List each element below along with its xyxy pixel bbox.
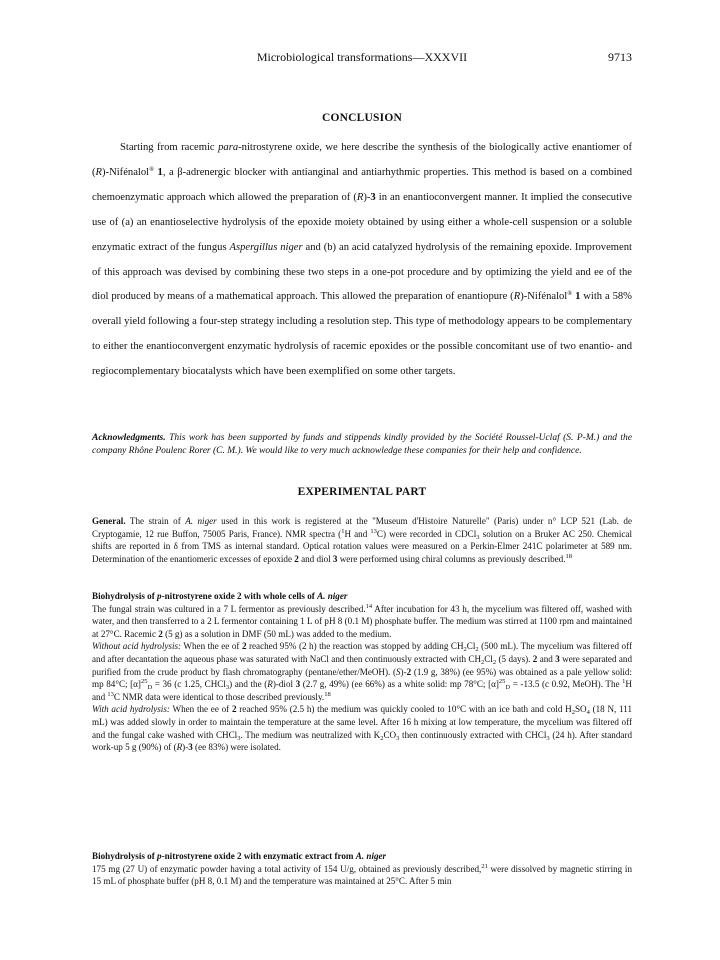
species-name: A. niger [355, 851, 387, 861]
conclusion-text: Starting from racemic [120, 142, 219, 153]
conclusion-text: )- [363, 191, 371, 203]
compound-number: 3 [370, 191, 376, 203]
conclusion-text: in an enantioconvergent manner. It implied the consecutive use of (a) an enantioselective hydrolysis of the epoxide moiety obtained by using either a whole-cell suspension or a soluble enzymatic extract of the fungus [92, 191, 632, 253]
without-acid-text: )- [400, 666, 407, 677]
conclusion-heading: CONCLUSION [322, 112, 402, 124]
whole-cells-text: (5 g) as a solution in DMF (50 mL) was added to the medium. [162, 628, 392, 639]
general-text: C) were recorded in CDCl [376, 528, 477, 539]
compound-number: 3 [295, 679, 301, 690]
without-acid-text: D [505, 684, 511, 692]
conclusion-text: ® [149, 165, 155, 173]
whole-cells-title-text: Biohydrolysis of [92, 591, 158, 601]
conclusion-text: with a 58% overall yield following a four-step strategy including a resolution step. This type of methodology appears to be complementary to either the enantioconvergent enzymatic hydrolysis of racemic epoxides or the possible concomitant use of two enantio- and regiocomplementary biocatalysts which have been exemplified on some other targets. [92, 291, 632, 378]
conclusion-text: para [218, 142, 239, 153]
without-acid-text: = 36 (c 1.25, CHCl [152, 679, 226, 690]
without-acid-text: R [267, 679, 273, 690]
without-acid-text: H and [92, 679, 632, 702]
with-acid-text: reached 95% (2.5 h) the medium was quickly cooled to 10°C with an ice bath and cold H [236, 704, 572, 715]
whole-cells-text: The fungal strain was cultured in a 7 L fermentor as previously described. [92, 603, 366, 614]
without-acid-text: 25 [498, 678, 506, 686]
whole-cells-text: After incubation for 43 h, the mycelium was filtered off, washed with water, and then transferred to a 2 L fermentor containing 1 L of pH 8 (0.1 M) phosphate buffer. The medium was stirred at 1100 rpm and maintained at 27°C. Racemic [92, 603, 632, 639]
species-name: A. niger [185, 516, 217, 526]
with-acid-text: 3 [546, 734, 550, 742]
conclusion-text: and (b) an acid catalyzed hydrolysis of the remaining epoxide. Improvement of this approach was devised by combining these two steps in a one-pot procedure and by optimizing the yield and ee of the diol produced by means of a mathematical approach. This allowed the preparation of enantiopure ( [92, 241, 632, 303]
without-acid-text: 2 [492, 658, 497, 666]
whole-cells-title [92, 590, 632, 603]
running-header [92, 50, 632, 70]
without-acid-text: reached 95% (2 h) the reaction was stopped by adding CH [246, 641, 464, 652]
without-acid-text: C NMR data were identical to those described previously. [113, 691, 325, 702]
compound-number: 1 [154, 166, 163, 178]
conclusion-text: R [513, 291, 521, 303]
enzymatic-title-text: p [157, 851, 162, 861]
whole-cells-section [92, 590, 632, 754]
without-acid-text: = -13.5 (c 0.92, MeOH). The [510, 679, 623, 690]
reference-number: 21 [481, 862, 488, 870]
without-acid-text: S [396, 666, 401, 677]
without-acid-text: 2 [475, 646, 479, 654]
with-acid-text: 2 [571, 709, 575, 717]
conclusion-paragraph [92, 136, 632, 385]
general-text: were performed using chiral columns as previously described. [337, 553, 566, 564]
compound-number: 3 [188, 742, 193, 753]
general-paragraph [92, 515, 632, 565]
compound-number: 2 [158, 628, 163, 639]
without-acid-text: (2.7 g, 49%) (ee 66%) as a white solid: mp 78°C; [α] [300, 679, 499, 690]
general-label: General. [92, 516, 126, 526]
without-acid-text: Cl [466, 641, 476, 652]
enzymatic-text: 175 mg (27 U) of enzymatic powder having a total activity of 154 U/g, obtained as previously described, [92, 863, 482, 874]
enzymatic-title-text: Biohydrolysis of [92, 851, 158, 861]
with-acid-text: then continuously extracted with CHCl [399, 729, 547, 740]
without-acid-text: and [537, 653, 556, 664]
with-acid-text: (18 N, 111 mL) was added slowly in order to maintain the temperature at the same level. After 16 h mixing at low temperature, the mycelium was filtered off and the fungal cake washed with CHCl [92, 704, 633, 740]
acknowledgments-text: This work has been supported by funds and stippends kindly provided by the Société Roussel-Uclaf (S. P-M.) and the company Rhône Poulenc Rorer (C. M.). We would like to very much acknowledge these companies for their help and confidence. [92, 433, 632, 457]
compound-number: 2 [241, 641, 247, 652]
without-acid-text: When the ee of [181, 641, 242, 652]
with-acid-text: 3 [396, 734, 400, 742]
without-acid-text: 25 [140, 678, 148, 686]
conclusion-text: ® [567, 290, 573, 298]
conclusion-text: R [95, 166, 103, 178]
compound-number: 2 [294, 553, 299, 564]
enzymatic-title [92, 850, 632, 863]
with-acid-text: R [176, 742, 183, 753]
conclusion-text: )-Nifénalol [102, 166, 150, 178]
compound-number: 2 [406, 666, 412, 677]
enzymatic-title-text: -nitrostyrene oxide 2 with enzymatic extract from [161, 851, 356, 861]
reference-number: 18 [324, 690, 331, 698]
conclusion-text: , a β-adrenergic blocker with antianginal and antiarhythmic properties. This method is based on a combined chemoenzymatic approach which allowed the preparation of ( [92, 166, 632, 203]
experimental-heading: EXPERIMENTAL PART [297, 486, 427, 498]
without-acid-text: 2 [463, 646, 467, 654]
with-acid-text: 2 [380, 734, 384, 742]
with-acid-label: With acid hydrolysis: [92, 704, 170, 715]
without-acid-text: ) and the ( [229, 679, 268, 690]
without-acid-text: (1.9 g, 38%) (ee 95%) was obtained as a pale yellow solid: mp 84°C; [α] [92, 666, 632, 690]
species-name: Aspergillus niger [229, 241, 303, 253]
whole-cells-title-text: -nitrostyrene oxide 2 with whole cells of [161, 591, 318, 601]
without-acid-text: Cl [484, 653, 493, 664]
enzymatic-section [92, 850, 632, 888]
compound-number: 2 [532, 653, 538, 664]
reference-number: 14 [365, 602, 373, 610]
general-text: used in this work is registered at the "Museum d'Histoire Naturelle" (Paris) under n° LCP 521 (Lab. de Cryptogamie, 12 rue Buffon, 75005 Paris, France). NMR spectra ( [92, 516, 632, 539]
whole-cells-title-text: p [157, 591, 162, 601]
running-title: Microbiological transformations—XXXVII [256, 50, 468, 64]
with-acid-text: 3 [237, 734, 241, 742]
with-acid-text: When the ee of [169, 704, 232, 715]
without-acid-label: Without acid hydrolysis: [92, 641, 182, 652]
without-acid-text: (500 mL). The mycelium was filtered off and after decantation the aqueous phase was saturated with NaCl and then continuously extracted with CH [92, 641, 632, 664]
with-acid-text: 4 [586, 709, 590, 717]
general-text: H and [344, 528, 371, 539]
enzymatic-text: were dissolved by magnetic stirring in 15 mL of phosphate buffer (pH 8, 0.1 M) and the temperature was maintained at 25°C. After 5 min [92, 863, 632, 887]
without-acid-text: were separated and purified from the crude product by flash chromatography (pentane/ether/MeOH). ( [92, 653, 632, 677]
with-acid-text: (ee 83%) were isolated. [192, 742, 281, 753]
without-acid-text: 2 [481, 658, 485, 666]
without-acid-text: (5 days). [496, 653, 533, 664]
conclusion-text: R [356, 191, 364, 203]
general-text: The strain of [125, 516, 186, 526]
reference-number: 18 [565, 552, 573, 560]
general-text: and diol [298, 553, 333, 564]
compound-number: 3 [332, 553, 338, 564]
general-text: 13 [370, 527, 377, 535]
compound-number: 3 [555, 653, 560, 664]
without-acid-text: 3 [225, 684, 230, 692]
general-text: solution on a Bruker AC 250. Chemical shifts are reported in δ from TMS as internal standard. Optical rotation values were measured on a Perkin-Elmer 241C polarimeter at 589 nm. Determination of the enantiomeric excesses of epoxide [92, 528, 632, 564]
general-text: 1 [341, 527, 345, 535]
with-acid-text: CO [383, 729, 397, 740]
compound-number: 1 [572, 291, 581, 303]
without-acid-text: 1 [622, 678, 626, 686]
general-text: 3 [476, 533, 480, 541]
without-acid-text: )-diol [272, 679, 296, 690]
with-acid-text: SO [574, 704, 587, 715]
with-acid-text: )- [182, 742, 189, 753]
without-acid-text: 13 [107, 690, 114, 698]
with-acid-text: (24 h). After standard work-up 5 g (90%) of ( [92, 729, 633, 753]
without-acid-text: D [147, 684, 153, 692]
acknowledgments-label: Acknowledgments. [92, 433, 166, 443]
compound-number: 2 [231, 704, 237, 715]
conclusion-text: -nitrostyrene oxide, we here describe the synthesis of the biologically active enantiomer of ( [92, 142, 632, 178]
page-number: 9713 [608, 50, 632, 64]
acknowledgments [92, 432, 632, 458]
conclusion-text: )-Nifénalol [520, 291, 568, 303]
with-acid-text: . The medium was neutralized with K [240, 729, 381, 740]
species-name: A. niger [317, 591, 348, 601]
